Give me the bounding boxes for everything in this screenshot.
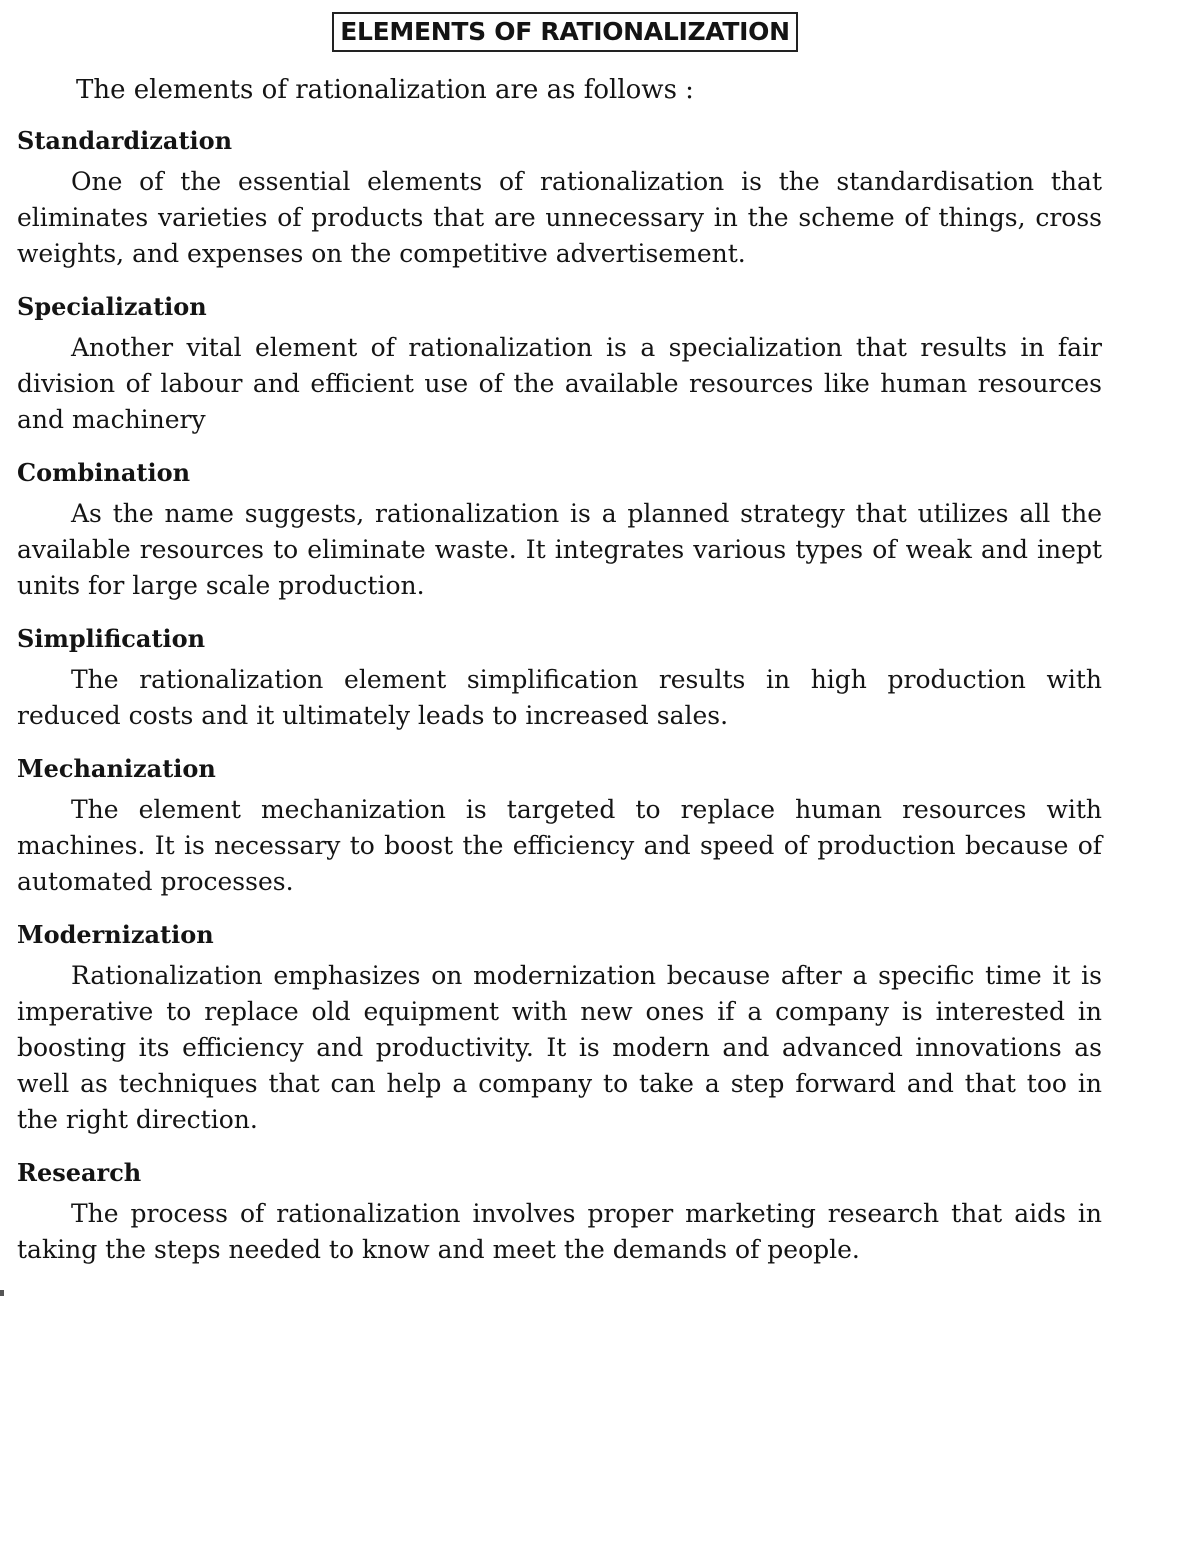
section-simplification	[17, 622, 1102, 734]
section-heading: Specialization	[17, 292, 207, 321]
section-paragraph: One of the essential elements of rationalization is the standardisation that eliminates varieties of products that are unnecessary in the scheme of things, cross weights, and expenses on the competitive advertisement.	[17, 167, 1102, 268]
section-paragraph: As the name suggests, rationalization is a planned strategy that utilizes all the available resources to eliminate waste. It integrates various types of weak and inept units for large scale production.	[17, 499, 1102, 600]
section-modernization	[17, 918, 1102, 1138]
section-heading: Modernization	[17, 920, 214, 949]
section-standardization	[17, 124, 1102, 272]
section-heading: Research	[17, 1158, 142, 1187]
section-heading: Mechanization	[17, 754, 216, 783]
section-combination	[17, 456, 1102, 604]
section-heading: Standardization	[17, 126, 233, 155]
title-container	[0, 12, 1130, 52]
section-paragraph: The rationalization element simplification results in high production with reduced costs and it ultimately leads to increased sales.	[17, 665, 1102, 730]
scan-edge-mark	[0, 1290, 4, 1296]
section-paragraph: The element mechanization is targeted to replace human resources with machines. It is necessary to boost the efficiency and speed of production because of automated processes.	[17, 795, 1102, 896]
section-heading: Simplification	[17, 624, 206, 653]
section-mechanization	[17, 752, 1102, 900]
intro-text: The elements of rationalization are as follows :	[76, 75, 694, 105]
section-paragraph: The process of rationalization involves proper marketing research that aids in taking the steps needed to know and meet the demands of people.	[17, 1199, 1102, 1264]
sections-container	[17, 124, 1102, 1286]
section-heading: Combination	[17, 458, 191, 487]
section-specialization	[17, 290, 1102, 438]
section-paragraph: Rationalization emphasizes on modernization because after a specific time it is imperative to replace old equipment with new ones if a company is interested in boosting its efficiency and productivity. It is modern and advanced innovations as well as techniques that can help a company to take a step forward and that too in the right direction.	[17, 961, 1102, 1134]
page-title: ELEMENTS OF RATIONALIZATION	[332, 12, 798, 52]
section-paragraph: Another vital element of rationalization is a specialization that results in fair division of labour and efficient use of the available resources like human resources and machinery	[17, 333, 1102, 434]
section-research	[17, 1156, 1102, 1268]
